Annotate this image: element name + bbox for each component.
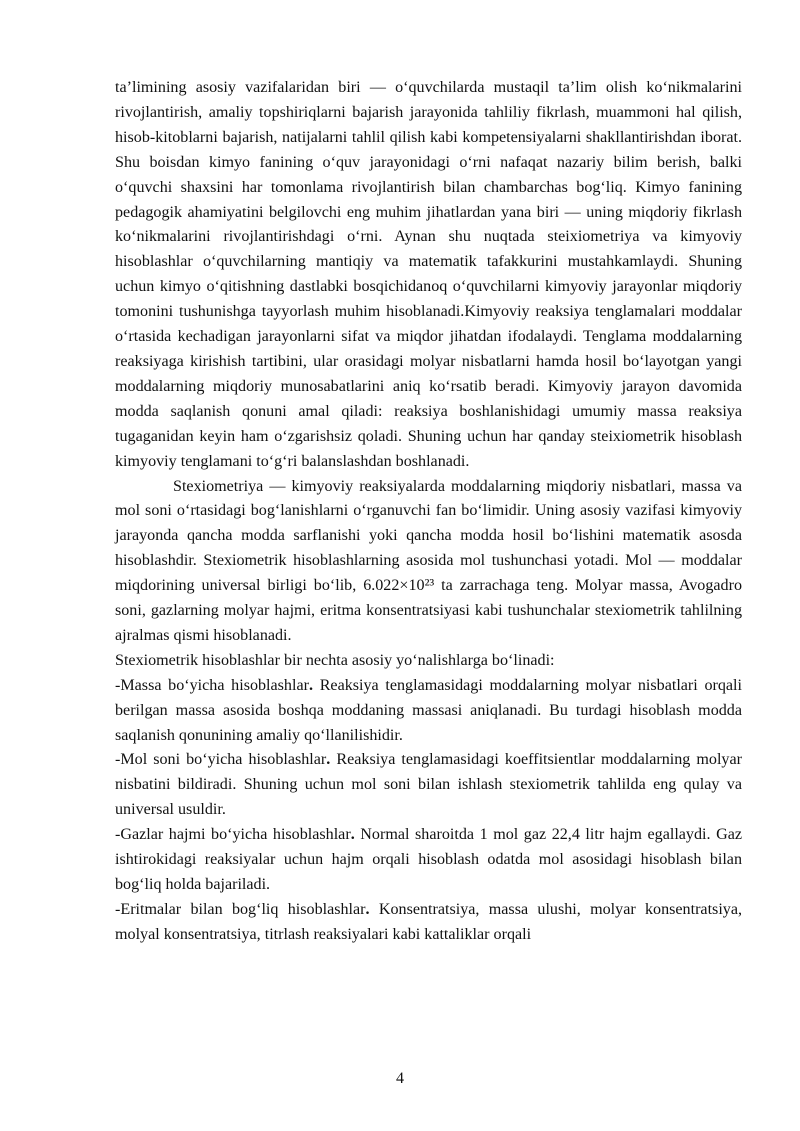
- list-item-lead-dot: .: [350, 826, 355, 844]
- list-item: [115, 823, 742, 898]
- list-item: [115, 898, 742, 948]
- page-body: [115, 76, 742, 948]
- paragraph-intro: ta’limining asosiy vazifalaridan biri — o‘quvchilarda mustaqil ta’lim olish ko‘nikmalarini rivojlantirish, amaliy topshiriqlarni bajarish jarayonida tahliliy fikrlash, muammoni hal qilish, hisob-kitoblarni bajarish, natijalarni tahlil qilish kabi kompetensiyalarni shakllantirishdan iborat. Shu boisdan kimyo fanining o‘quv jarayonidagi o‘rni nafaqat nazariy bilim berish, balki o‘quvchi shaxsini har tomonlama rivojlantirish bilan chambarchas bog‘liq. Kimyo fanining pedagogik ahamiyatini belgilovchi eng muhim jihatlardan yana biri — uning miqdoriy fikrlash ko‘nikmalarini rivojlantirishdagi o‘rni. Aynan shu nuqtada steixiometriya va kimyoviy hisoblashlar o‘quvchilarning mantiqiy va matematik tafakkurini mustahkamlaydi. Shuning uchun kimyo o‘qitishning dastlabki bosqichidanoq o‘quvchilarni kimyoviy jarayonlar miqdoriy tomonini tushunishga tayyorlash muhim hisoblanadi.Kimyoviy reaksiya tenglamalari moddalar o‘rtasida kechadigan jarayonlarni sifat va miqdor jihatdan ifodalaydi. Tenglama moddalarning reaksiyaga kirishish tartibini, ular orasidagi molyar nisbatlarni hamda hosil bo‘layotgan yangi moddalarning miqdoriy munosabatlarini aniq ko‘rsatib beradi. Kimyoviy jarayon davomida modda saqlanish qonuni amal qiladi: reaksiya boshlanishidagi umumiy massa reaksiya tugaganidan keyin ham o‘zgarishsiz qoladi. Shuning uchun har qanday steixiometrik hisoblash kimyoviy tenglamani to‘g‘ri balanslashdan boshlanadi.: [115, 79, 742, 470]
- list-item: [115, 674, 742, 749]
- list-item-text: Konsentratsiya, massa ulushi, molyar konsentratsiya, molyal konsentratsiya, titrlash reaksiyalari kabi kattaliklar orqali: [115, 900, 742, 943]
- list-item-lead: -Massa bo‘yicha hisoblashlar: [115, 676, 309, 694]
- list-item: [115, 748, 742, 823]
- paragraph-stexiometriya: Stexiometriya — kimyoviy reaksiyalarda moddalarning miqdoriy nisbatlari, massa va mol soni o‘rtasidagi bog‘lanishlarni o‘rganuvchi fan bo‘limidir. Uning asosiy vazifasi kimyoviy jarayonda qancha modda sarflanishi yoki qancha modda hosil bo‘lishini matematik asosda hisoblashdir. Stexiometrik hisoblashlarning asosida mol tushunchasi yotadi. Mol — moddalar miqdorining universal birligi bo‘lib, 6.022×10²³ ta zarrachaga teng. Molyar massa, Avogadro soni, gazlarning molyar hajmi, eritma konsentratsiyasi kabi tushunchalar stexiometrik tahlilning ajralmas qismi hisoblanadi.: [115, 477, 742, 644]
- list-item-lead-dot: .: [308, 676, 313, 694]
- list-item-lead-dot: .: [326, 751, 331, 769]
- list-item-lead-dot: .: [365, 900, 370, 918]
- list-item-lead: -Gazlar hajmi bo‘yicha hisoblashlar: [115, 826, 351, 844]
- list-item-text: Reaksiya tenglamasidagi moddalarning molyar nisbatlari orqali berilgan massa asosida boshqa moddaning massasi aniqlanadi. Bu turdagi hisoblash modda saqlanish qonunining amaliy qo‘llanilishidir.: [115, 676, 743, 744]
- page-number: 4: [396, 1070, 404, 1087]
- list-item-text: Reaksiya tenglamasidagi koeffitsientlar moddalarning molyar nisbatini bildiradi. Shuning uchun mol soni bilan ishlash stexiometrik tahlilda eng qulay va universal usuldir.: [115, 751, 742, 819]
- paragraph-list-intro: Stexiometrik hisoblashlar bir nechta asosiy yo‘nalishlarga bo‘linadi:: [115, 651, 555, 669]
- list-item-lead: -Eritmalar bilan bog‘liq hisoblashlar: [115, 900, 366, 918]
- list-item-lead: -Mol soni bo‘yicha hisoblashlar: [115, 751, 327, 769]
- list-item-text: Normal sharoitda 1 mol gaz 22,4 litr hajm egallaydi. Gaz ishtirokidagi reaksiyalar uchun hajm orqali hisoblash odatda mol asosidagi hisoblash bilan bog‘liq holda bajariladi.: [115, 826, 743, 893]
